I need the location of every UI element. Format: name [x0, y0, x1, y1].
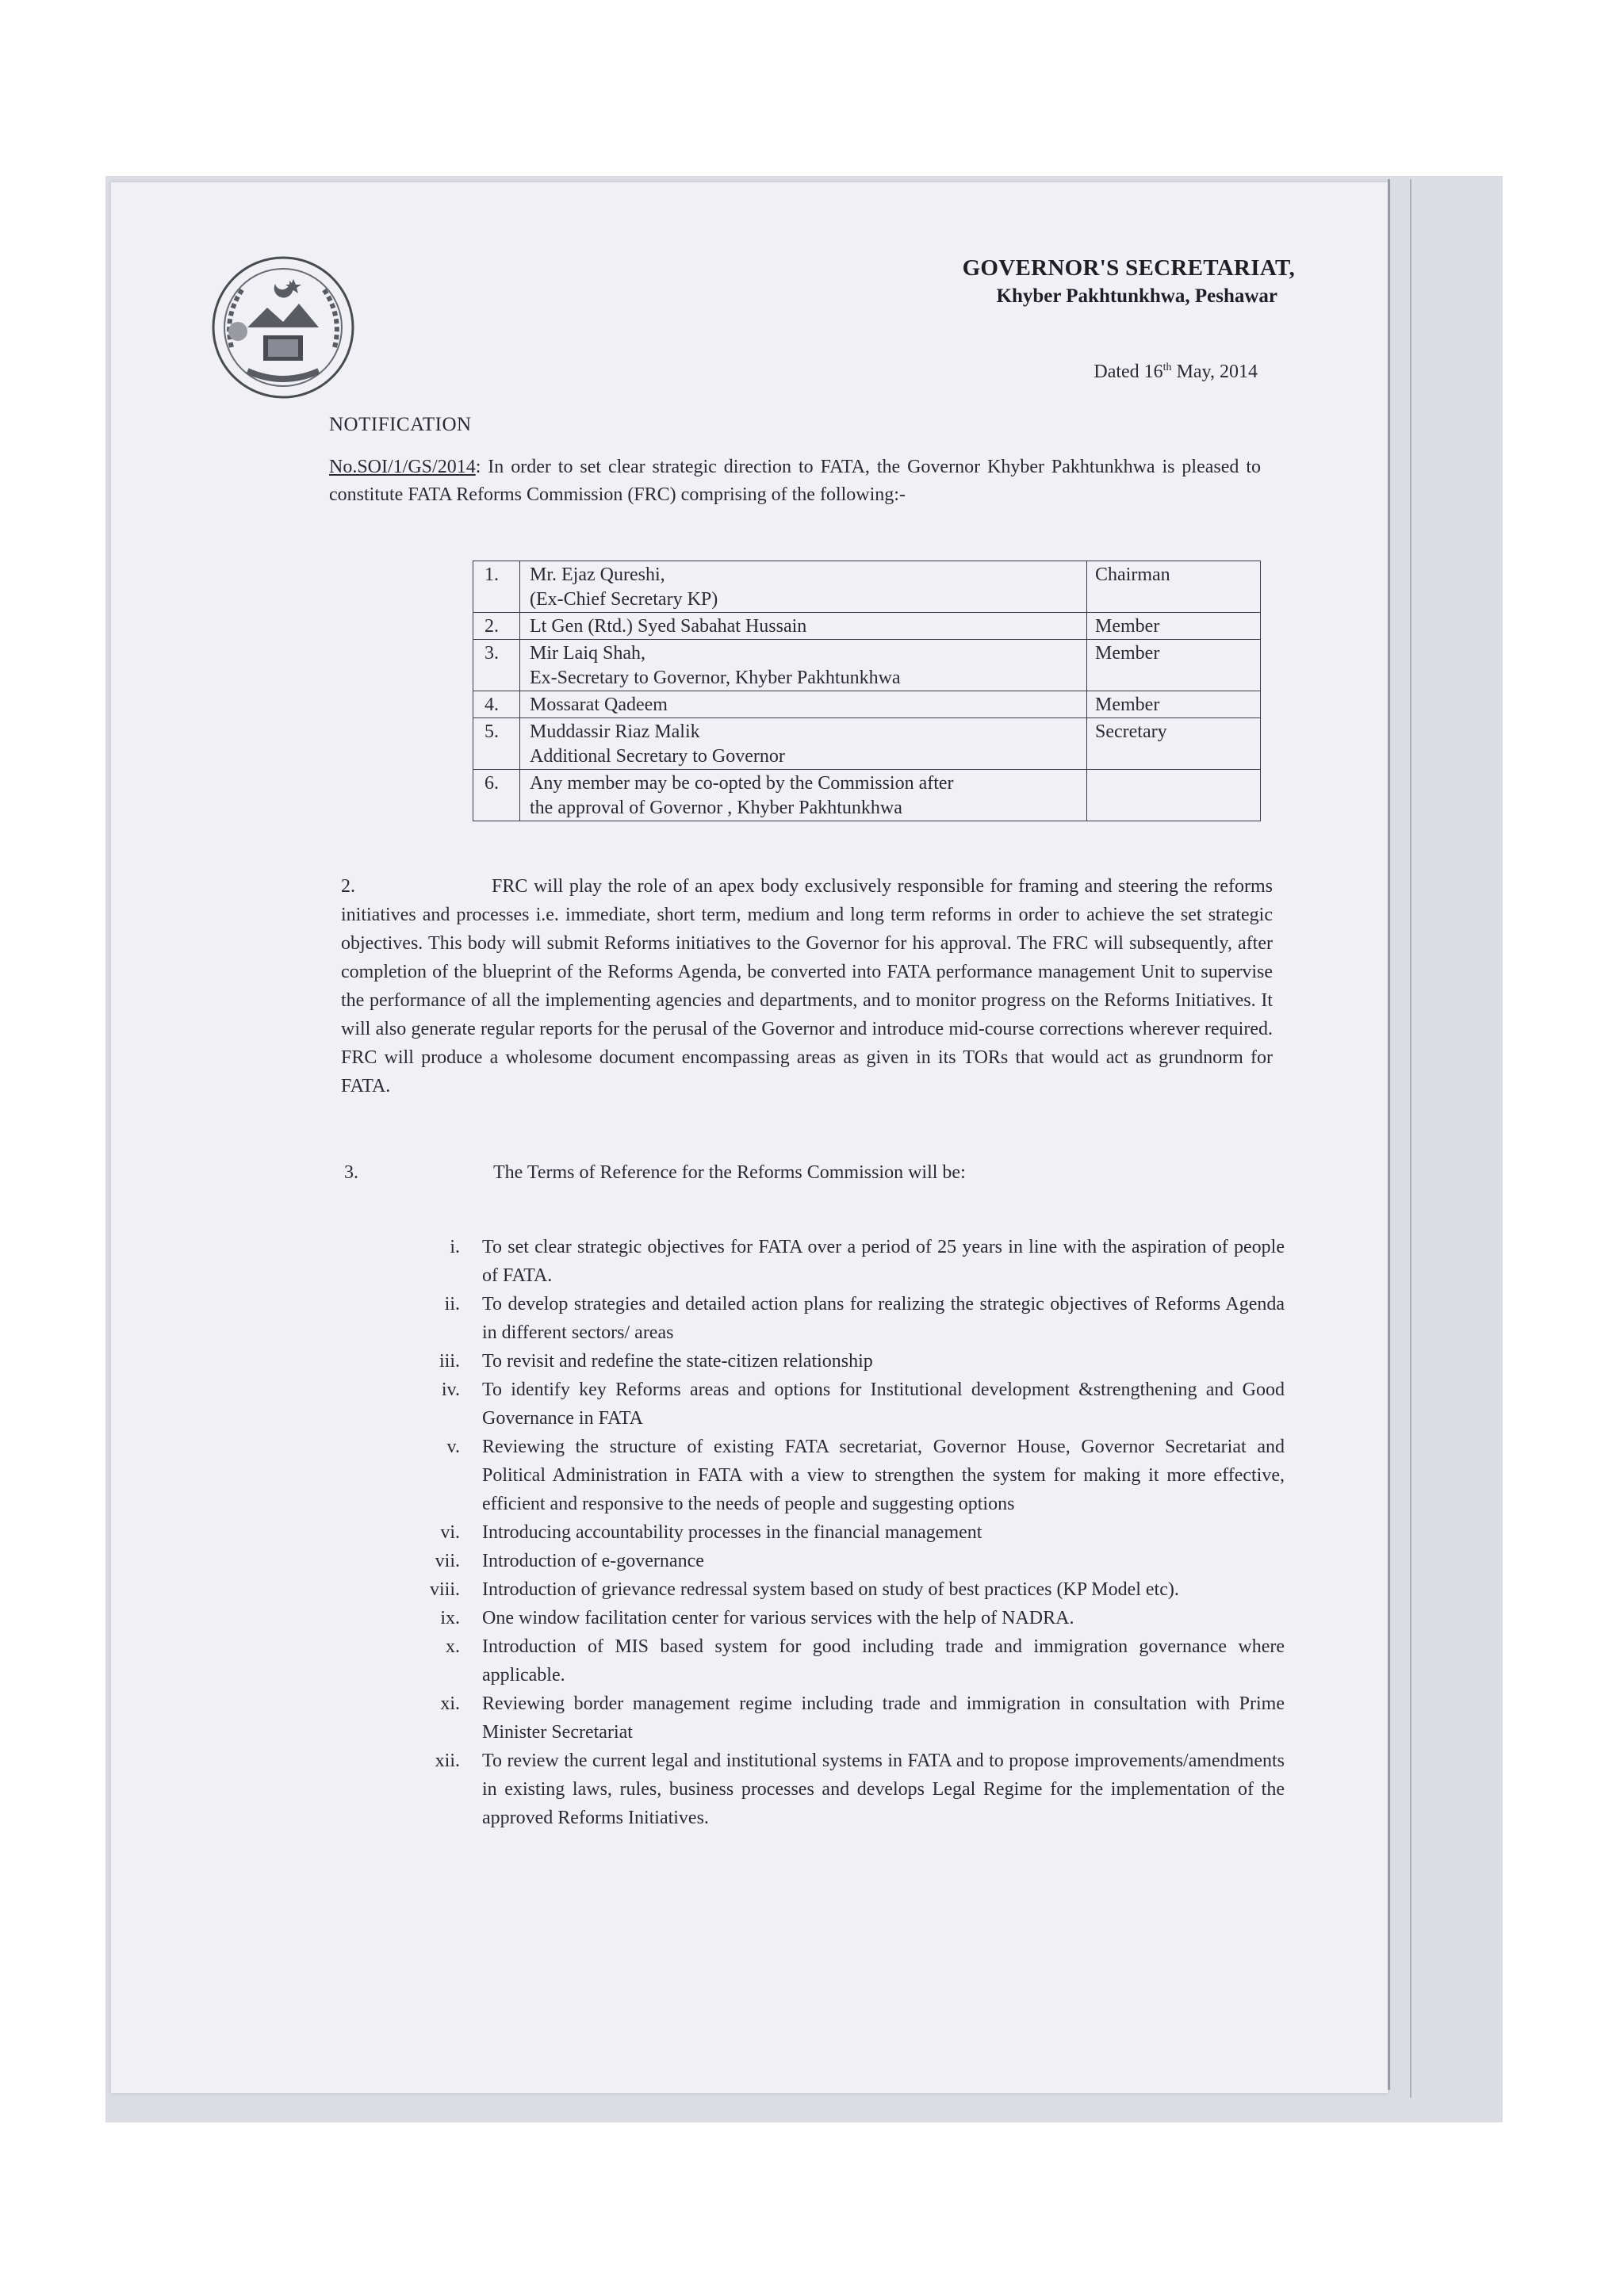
- member-role: Member: [1087, 613, 1261, 640]
- member-role: Member: [1087, 640, 1261, 691]
- list-item-numeral: i.: [450, 1237, 460, 1257]
- list-item-numeral: vii.: [435, 1551, 460, 1571]
- list-item-numeral: iv.: [441, 1380, 460, 1400]
- table-row: [473, 640, 1261, 691]
- list-item-text: Introduction of e-governance: [482, 1551, 704, 1571]
- list-item-text: To develop strategies and detailed action plans for realizing the strategic objectives of Reforms Agenda in different sectors/ areas: [482, 1294, 1285, 1343]
- list-item: [412, 1747, 1285, 1832]
- members-table: [473, 561, 1261, 821]
- page-edge-shadow: [1410, 179, 1411, 2098]
- table-row: [473, 718, 1261, 770]
- list-item-text: Introduction of MIS based system for good including trade and immigration governance where applicable.: [482, 1636, 1285, 1686]
- list-item: [412, 1689, 1285, 1747]
- member-name: Mossarat Qadeem: [530, 695, 668, 715]
- member-name: Mr. Ejaz Qureshi,: [530, 564, 665, 585]
- member-name-cell: [520, 561, 1087, 613]
- list-item-text: To set clear strategic objectives for FATA over a period of 25 years in line with the aspiration of people of FATA.: [482, 1237, 1285, 1286]
- list-item: [412, 1632, 1285, 1689]
- paragraph-2: 2. FRC will play the role of an apex body exclusively responsible for framing and steering the reforms initiatives and processes i.e. immediate, short term, medium and long term reforms in order to achieve the set strategic objectives. This body will submit Reforms initiatives to the Governor for his approval. The FRC will subsequently, after completion of the blueprint of the Reforms Agenda, be converted into FATA performance management Unit to supervise the performance of all the implementing agencies and departments, and to monitor progress on the Reforms Initiatives. It will also generate regular reports for the perusal of the Governor and introduce mid-course corrections wherever required. FRC will produce a wholesome document encompassing areas as given in its TORs that would act as grundnorm for FATA.: [341, 876, 1273, 1096]
- list-item-text: To identify key Reforms areas and options for Institutional development &strengthening and Good Governance in FATA: [482, 1380, 1285, 1429]
- member-detail: Additional Secretary to Governor: [530, 746, 785, 767]
- list-item: [412, 1604, 1285, 1632]
- table-row: [473, 691, 1261, 718]
- list-item-text: Reviewing border management regime including trade and immigration in consultation with Prime Minister Secretariat: [482, 1693, 1285, 1743]
- notification-title: NOTIFICATION: [329, 414, 472, 435]
- list-item-numeral: iii.: [439, 1351, 460, 1372]
- member-name: Lt Gen (Rtd.) Syed Sabahat Hussain: [530, 616, 807, 637]
- list-item-text: One window facilitation center for various services with the help of NADRA.: [482, 1608, 1074, 1628]
- list-item-numeral: ix.: [440, 1608, 460, 1628]
- government-emblem-icon: [208, 252, 358, 403]
- office-location: Khyber Pakhtunkhwa, Peshawar: [996, 285, 1277, 307]
- member-role: [1087, 770, 1261, 821]
- member-name-cell: [520, 770, 1087, 821]
- date-line: Dated 16th May, 2014: [1094, 362, 1258, 382]
- list-item: [412, 1547, 1285, 1575]
- list-item: [412, 1433, 1285, 1518]
- member-role: Chairman: [1087, 561, 1261, 613]
- page-edge: [1388, 179, 1390, 2090]
- reference-number: No.SOI/1/GS/2014: [329, 457, 476, 477]
- list-item-text: Reviewing the structure of existing FATA secretariat, Governor House, Governor Secretariat and Political Administration in FATA with a view to strengthen the system for making it more effective, efficient and responsive to the needs of people and suggesting options: [482, 1437, 1285, 1514]
- member-name-cell: [520, 691, 1087, 718]
- table-row: [473, 770, 1261, 821]
- list-item-numeral: xi.: [440, 1693, 460, 1714]
- list-item-numeral: vi.: [440, 1522, 460, 1543]
- list-item-text: Introduction of grievance redressal system based on study of best practices (KP Model etc).: [482, 1579, 1179, 1600]
- member-name-cell: [520, 640, 1087, 691]
- member-name: Mir Laiq Shah,: [530, 643, 645, 664]
- member-name-cell: [520, 718, 1087, 770]
- member-number: 3.: [473, 640, 520, 691]
- list-item: [412, 1376, 1285, 1433]
- table-row: [473, 613, 1261, 640]
- list-item-numeral: x.: [446, 1636, 460, 1657]
- member-number: 6.: [473, 770, 520, 821]
- list-item-numeral: ii.: [444, 1294, 460, 1314]
- member-number: 4.: [473, 691, 520, 718]
- list-item: [412, 1290, 1285, 1347]
- list-item-numeral: v.: [446, 1437, 460, 1457]
- member-detail: (Ex-Chief Secretary KP): [530, 589, 718, 610]
- paragraph-3: 3. The Terms of Reference for the Reforms Commission will be:: [344, 1162, 966, 1183]
- notification-intro: No.SOI/1/GS/2014: In order to set clear strategic direction to FATA, the Governor Khyber Pakhtunkhwa is pleased to constitute FATA Reforms Commission (FRC) comprising of the following:-: [329, 457, 1261, 505]
- member-role: Secretary: [1087, 718, 1261, 770]
- member-detail: Ex-Secretary to Governor, Khyber Pakhtunkhwa: [530, 668, 901, 688]
- member-role: Member: [1087, 691, 1261, 718]
- office-heading: GOVERNOR'S SECRETARIAT,: [962, 255, 1295, 281]
- table-row: [473, 561, 1261, 613]
- terms-of-reference-list: [412, 1233, 1285, 1832]
- member-number: 2.: [473, 613, 520, 640]
- list-item: [412, 1575, 1285, 1604]
- list-item: [412, 1233, 1285, 1290]
- member-name: Muddassir Riaz Malik: [530, 721, 700, 742]
- list-item-numeral: xii.: [435, 1751, 460, 1771]
- list-item-text: To review the current legal and institutional systems in FATA and to propose improvements/amendments in existing laws, rules, business processes and develops Legal Regime for the implementation of the approved Reforms Initiatives.: [482, 1751, 1285, 1828]
- list-item: [412, 1347, 1285, 1376]
- list-item-text: Introducing accountability processes in the financial management: [482, 1522, 982, 1543]
- list-item-text: To revisit and redefine the state-citizen relationship: [482, 1351, 873, 1372]
- member-name-cell: [520, 613, 1087, 640]
- member-detail: the approval of Governor , Khyber Pakhtunkhwa: [530, 798, 902, 818]
- list-item: [412, 1518, 1285, 1547]
- list-item-numeral: viii.: [429, 1579, 460, 1600]
- member-number: 1.: [473, 561, 520, 613]
- member-name: Any member may be co-opted by the Commission after: [530, 773, 954, 794]
- member-number: 5.: [473, 718, 520, 770]
